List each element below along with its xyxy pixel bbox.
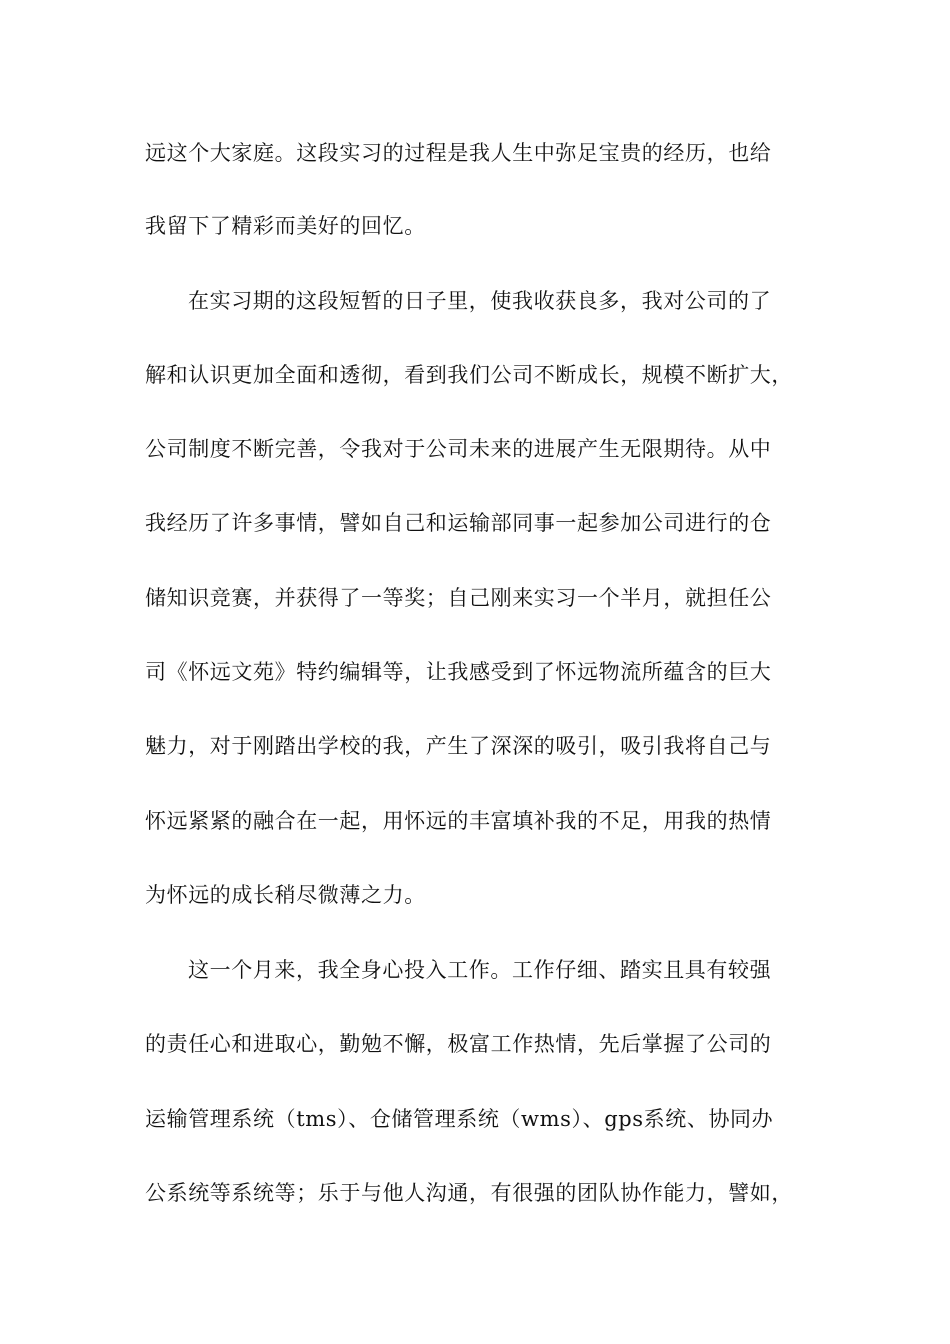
text-line: 这一个月来，我全身心投入工作。工作仔细、踏实且具有较强 bbox=[188, 958, 772, 982]
text-line: 公司制度不断完善，令我对于公司未来的进展产生无限期待。从中 bbox=[145, 437, 772, 461]
text-line: 为怀远的成长稍尽微薄之力。 bbox=[145, 883, 426, 907]
text-line: 我留下了精彩而美好的回忆。 bbox=[145, 214, 426, 238]
text-line: 解和认识更加全面和透彻，看到我们公司不断成长，规模不断扩大， bbox=[145, 363, 793, 387]
text-line: 我经历了许多事情，譬如自己和运输部同事一起参加公司进行的仓 bbox=[145, 511, 772, 535]
text-line: 怀远紧紧的融合在一起，用怀远的丰富填补我的不足，用我的热情 bbox=[145, 809, 772, 833]
text-line: 远这个大家庭。这段实习的过程是我人生中弥足宝贵的经历，也给 bbox=[145, 141, 772, 165]
text-line: 在实习期的这段短暂的日子里，使我收获良多，我对公司的了 bbox=[188, 289, 772, 313]
text-line: 司《怀远文苑》特约编辑等，让我感受到了怀远物流所蕴含的巨大 bbox=[145, 660, 772, 684]
text-line: 公系统等系统等；乐于与他人沟通，有很强的团队协作能力，譬如， bbox=[145, 1181, 793, 1205]
text-line: 运输管理系统（tms）、仓储管理系统（wms）、gps系统、协同办 bbox=[145, 1107, 774, 1131]
text-line: 的责任心和进取心，勤勉不懈，极富工作热情，先后掌握了公司的 bbox=[145, 1032, 772, 1056]
text-line: 魅力，对于刚踏出学校的我，产生了深深的吸引，吸引我将自己与 bbox=[145, 734, 772, 758]
text-line: 储知识竞赛，并获得了一等奖；自己刚来实习一个半月，就担任公 bbox=[145, 586, 772, 610]
